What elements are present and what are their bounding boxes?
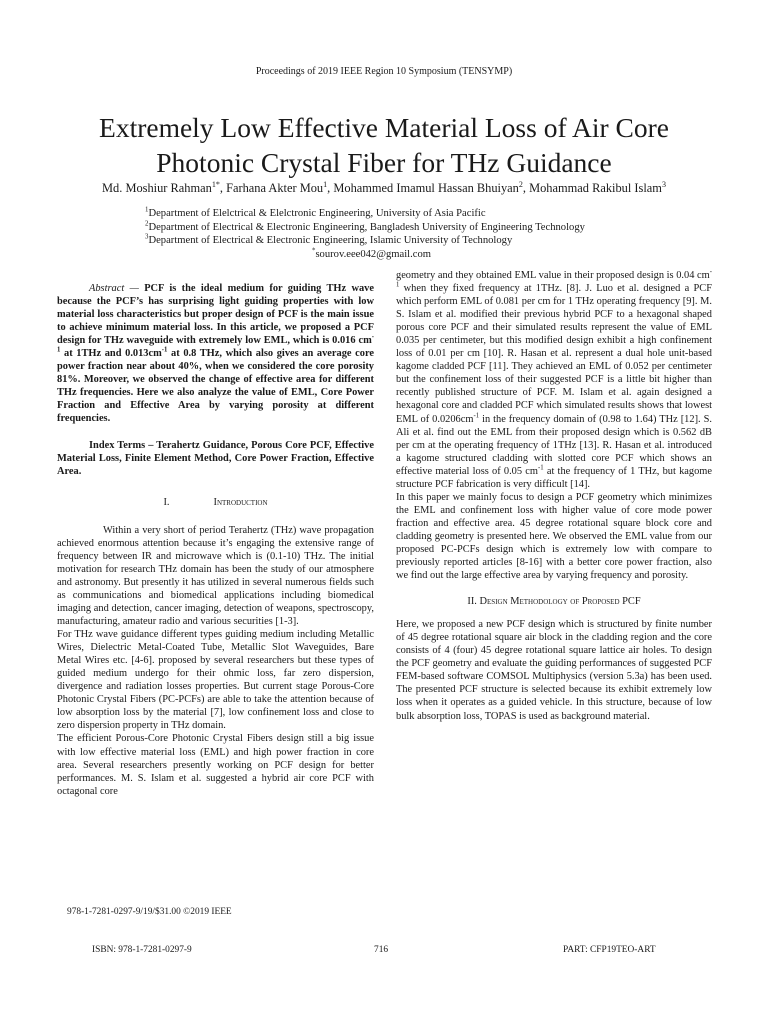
- body-paragraph: geometry and they obtained EML value in their proposed design is 0.04 $cm^{-1}$ when they fixed frequency at 1THz. [8]. J. Luo et al. designed a PCF which perform EML of 0.081 per cm for 1 THz operating frequency [9]. M. S. Islam et al. modified their previous hybrid PCF to a hexagonal shaped porous core PCF and their simulated results represent the value of EML 0.035 per centimeter, but this modified design exhibit a high confinement loss of 0.01 per cm [10]. R. Hasan et al. represent a dual hole unit-based kagome cladded PCF [11]. They achieved an EML of 0.052 per centimeter but the confinement loss of their suggested PCF is a little bit higher than recently published structure of PCF. M. Islam et al. again designed a hexagonal core and cladded PCF which simulated results shows that lowest EML of $0.0206cm^{-1}$ in the frequency domain of (0.98 to 1.64) THz [12]. S. Ali et al. find out the EML from their proposed design which is 0.562 dB per cm at the operating frequency of 1THz [13]. R. Hasan et al. introduced a kagome structured cladding with slotted core PCF which shows an effective material loss of 0.05 $cm^{-1}$ at the frequency of 1 THz, but kagome structure PCF fabrication is very difficult [14].: [396, 268, 712, 490]
- author-sup: 2: [518, 179, 523, 189]
- copyright-line: 978-1-7281-0297-9/19/$31.00 ©2019 IEEE: [67, 907, 232, 917]
- author-name: Mohammad Rakibul Islam: [529, 181, 662, 195]
- left-column: [57, 282, 374, 798]
- affiliation-line: [145, 221, 745, 235]
- abstract-lead: Abstract —: [89, 283, 139, 294]
- index-terms: Index Terms – Terahertz Guidance, Porous Core PCF, Effective Material Loss, Finite Element Method, Core Power Fraction, Effective Area.: [57, 439, 374, 477]
- affiliation-sup: 3: [145, 233, 149, 241]
- affiliation-text: Department of Electrical & Electronic Engineering, Islamic University of Technology: [148, 235, 513, 247]
- abstract-text: PCF is the ideal medium for guiding THz wave because the PCF’s has surprising light guiding properties with low material loss characteristics but proper design of PCF is the main issue to achieve minimum material loss. In this article, we proposed a PCF design for THz waveguide with extremely low EML, which is 0.016 $cm^{-1}$ at 1THz and $0.013cm^{-1}$ at 0.8 THz, which also gives an average core power fraction near about 40%, when we considered the core porosity 81%. Moreover, we observed the change of effective area for different THz frequencies. Here we also analyze the value of EML, Core Power Fraction and Effective Area by varying porosity at different frequencies.: [57, 283, 374, 425]
- section-number: II.: [467, 596, 477, 608]
- author-sup: 1*: [211, 179, 220, 189]
- affiliation-text: Department of Elelctrical & Elelctronic Engineering, University of Asia Pacific: [148, 208, 486, 219]
- affiliation-line: [145, 207, 745, 221]
- affiliation-sup: 1: [145, 206, 149, 214]
- section-heading-design: [396, 595, 712, 608]
- intro-paragraph: The efficient Porous-Core Photonic Crystal Fibers design still a big issue with low effective material loss (EML) and high power fraction in core area. Several researchers presently working on PCF design for better performances. M. S. Islam et al. suggested a hybrid air core PCF with octagonal core: [57, 733, 374, 797]
- email-sup: *: [312, 247, 316, 255]
- affiliation-sup: 2: [145, 220, 149, 228]
- affiliations: [145, 207, 745, 261]
- section-heading-introduction: [57, 496, 374, 509]
- author-name: Mohammed Imamul Hassan Bhuiyan: [333, 181, 519, 195]
- author-sup: 3: [661, 179, 666, 189]
- footer-part: PART: CFP19TEO-ART: [563, 945, 656, 955]
- body-paragraph: In this paper we mainly focus to design a PCF geometry which minimizes the EML and confinement loss with higher value of core mode power fraction and effective area. 45 degree rotational square block core and cladding geometry is presented here. We observed the EML value from our proposed PC-PCFs design which is extremely low with compare to previously reported articles [8-16] with a better core power fraction, also we find out the large effective area by varying frequency and porosity.: [396, 491, 712, 582]
- affiliation-text: Department of Electrical & Electronic Engineering, Bangladesh University of Engineering Technology: [148, 221, 585, 233]
- email-line: [145, 248, 745, 262]
- author-name: Md. Moshiur Rahman: [102, 181, 212, 195]
- footer-page-number: 716: [374, 945, 389, 955]
- section-title: Introduction: [213, 496, 268, 508]
- email-text: sourov.eee042@gmail.com: [315, 248, 432, 260]
- footer-isbn: ISBN: 978-1-7281-0297-9: [92, 945, 192, 955]
- section-title: Design Methodology of Proposed PCF: [479, 596, 641, 608]
- paper-title: Extremely Low Effective Material Loss of Air Core Photonic Crystal Fiber for THz Guidance: [99, 112, 669, 178]
- intro-paragraph: Within a very short of period Terahertz (THz) wave propagation achieved enormous attention because it’s engaging the extensive range of frequency between IR and microwave which is (0.1-10) THz. The initial motivation for research THz domain has been the study of our atmosphere and astronomy. But presently it has utilized in several numerous fields such as communications and biomedical applications including biomedical imaging and detection, cancer imaging, detection of weapons, spectroscopy, manufacturing, amateur radio and various securities [1-3].: [57, 524, 374, 628]
- right-column: [396, 269, 712, 723]
- abstract: [57, 282, 374, 426]
- conference-header: Proceedings of 2019 IEEE Region 10 Symposium (TENSYMP): [255, 66, 513, 77]
- author-name: Farhana Akter Mou: [226, 181, 324, 195]
- author-list: Md. Moshiur Rahman$^{1*}$, Farhana Akter Mou$^1$, Mohammed Imamul Hassan Bhuiyan$^2$, Mohammad Rakibul Islam$^3$: [102, 179, 666, 195]
- section-number: I.: [163, 496, 170, 508]
- design-paragraph: Here, we proposed a new PCF design which is structured by finite number of 45 degree rotational square air block in the cladding region and the core consists of 4 (four) 45 degree rotational square lattice air holes. To design the PCF geometry and evaluate the guiding performances of suggested PCF FEM-based software COMSOL Multiphysics (version 5.3a) has been used. The presented PCF structure is selected because its exhibit extremely low loss when it operates as a guided vehicle. In this structure, because of low bulk absorption loss, TOPAS is used as background material.: [396, 619, 712, 722]
- intro-paragraph: For THz wave guidance different types guiding medium including Metallic Wires, Dielectric Metal-Coated Tube, Metallic Slot Waveguides, Bare Metal Wires etc. [4-6]. proposed by several researchers but these types of guided medium undergo for their ohmic loss, far zero dispersion, divergence and radiation losses properties. But current stage Porous-Core Photonic Crystal Fibers (PC-PCFs) are able to take the attention because of low absorption loss by the material [7], low confinement loss and close to zero dispersion property in THz domain.: [57, 629, 374, 732]
- affiliation-line: [145, 234, 745, 248]
- author-sup: 1: [323, 179, 328, 189]
